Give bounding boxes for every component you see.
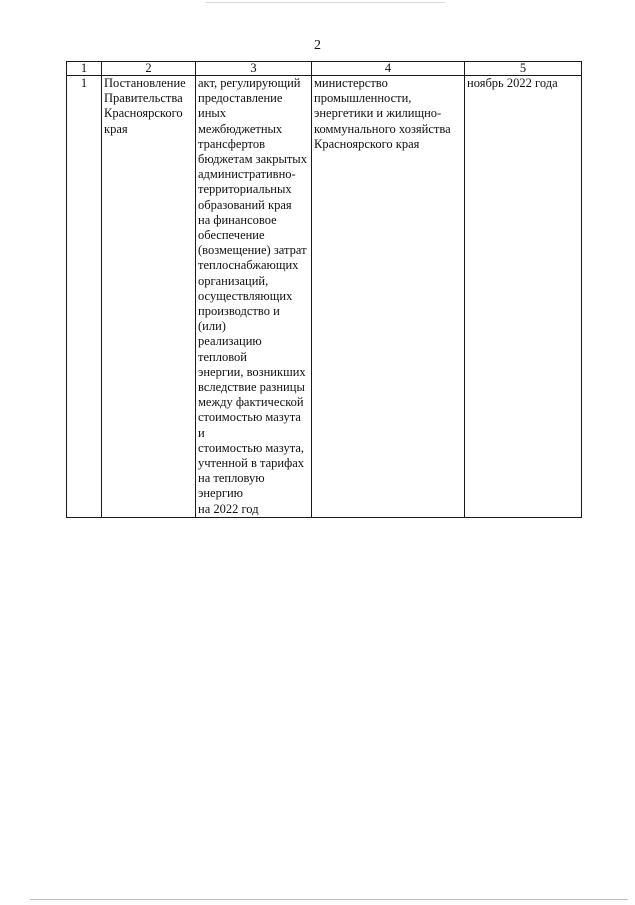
scan-artifact-bottom xyxy=(30,899,628,900)
deadline-cell: ноябрь 2022 года xyxy=(465,76,582,518)
scan-artifact-top xyxy=(205,2,445,3)
column-header-1: 1 xyxy=(67,62,102,76)
column-header-2: 2 xyxy=(102,62,196,76)
row-number-cell: 1 xyxy=(67,76,102,518)
plan-table xyxy=(66,61,582,518)
document-description-cell: акт, регулирующий предоставление иных межбюджетных трансфертов бюджетам закрытых административно- территориальных образований края на финансовое обеспечение (возмещение) затрат теплоснабжающих организаций, осуществляющих производство и (или) реализацию тепловой энергии, возникших вследствие разницы между фактической стоимостью мазута и стоимостью мазута, учтенной в тарифах на тепловую энергию на 2022 год xyxy=(196,76,312,518)
column-header-3: 3 xyxy=(196,62,312,76)
column-header-4: 4 xyxy=(312,62,465,76)
column-header-5: 5 xyxy=(465,62,582,76)
table-header-row xyxy=(67,62,582,76)
table-row xyxy=(67,76,582,518)
page-number: 2 xyxy=(314,38,321,53)
document-type-cell: Постановление Правительства Красноярского края xyxy=(102,76,196,518)
responsible-executor-cell: министерство промышленности, энергетики и жилищно-коммунального хозяйства Красноярского края xyxy=(312,76,465,518)
